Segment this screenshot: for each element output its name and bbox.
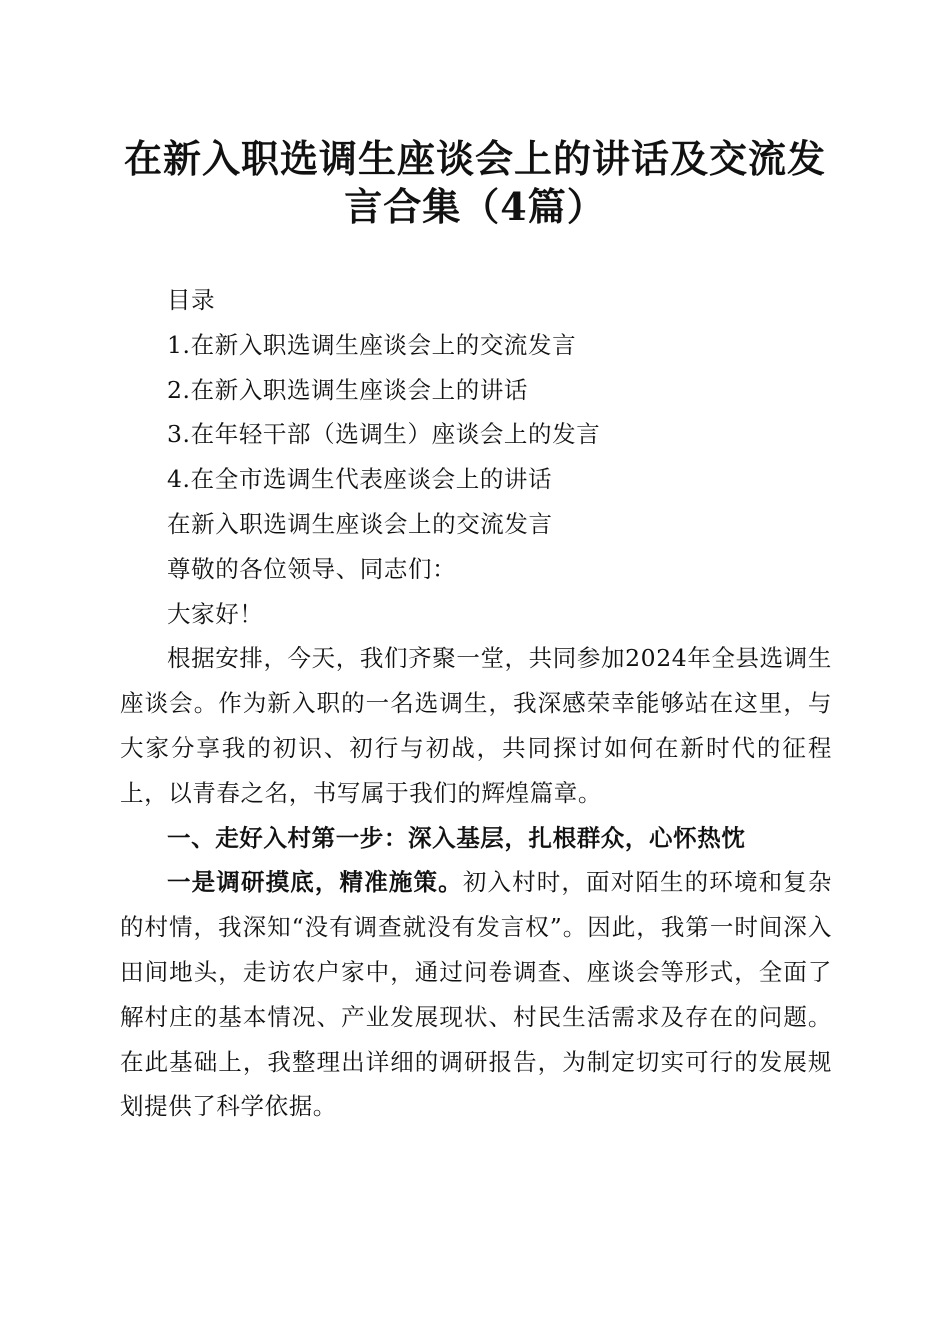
article-title: 在新入职选调生座谈会上的交流发言 <box>167 509 553 538</box>
toc-heading: 目录 <box>167 286 216 314</box>
toc-item-3[interactable]: 3.在年轻干部（选调生）座谈会上的发言 <box>167 420 601 449</box>
salutation: 尊敬的各位领导、同志们： <box>167 554 457 583</box>
toc-item-4[interactable]: 4.在全市选调生代表座谈会上的讲话 <box>167 465 553 494</box>
point-lead: 一是调研摸底，精准施策。 <box>167 868 463 897</box>
point-body: 初入村时，面对陌生的环境和复杂的村情，我深知“没有调查就没有发言权”。因此，我第一时间深入田间地头，走访农户家中，通过问卷调查、座谈会等形式，全面了解村庄的基本情况、产业发展现状、村民生活需求及存在的问题。在此基础上，我整理出详细的调研报告，为制定切实可行的发展规划提供了科学依据。 <box>120 868 833 1121</box>
intro-paragraph: 根据安排，今天，我们齐聚一堂，共同参加2024年全县选调生座谈会。作为新入职的一名选调生，我深感荣幸能够站在这里，与大家分享我的初识、初行与初战，共同探讨如何在新时代的征程上，以青春之名，书写属于我们的辉煌篇章。 <box>120 644 832 807</box>
greeting: 大家好！ <box>167 599 264 628</box>
point-paragraph <box>120 860 832 1129</box>
document-body <box>120 278 832 1129</box>
section-heading: 一、走好入村第一步：深入基层，扎根群众，心怀热忱 <box>167 823 746 852</box>
toc-item-1[interactable]: 1.在新入职选调生座谈会上的交流发言 <box>167 330 577 359</box>
document-title: 在新入职选调生座谈会上的讲话及交流发言合集（4篇） <box>123 136 826 229</box>
toc-item-2[interactable]: 2.在新入职选调生座谈会上的讲话 <box>167 375 529 404</box>
